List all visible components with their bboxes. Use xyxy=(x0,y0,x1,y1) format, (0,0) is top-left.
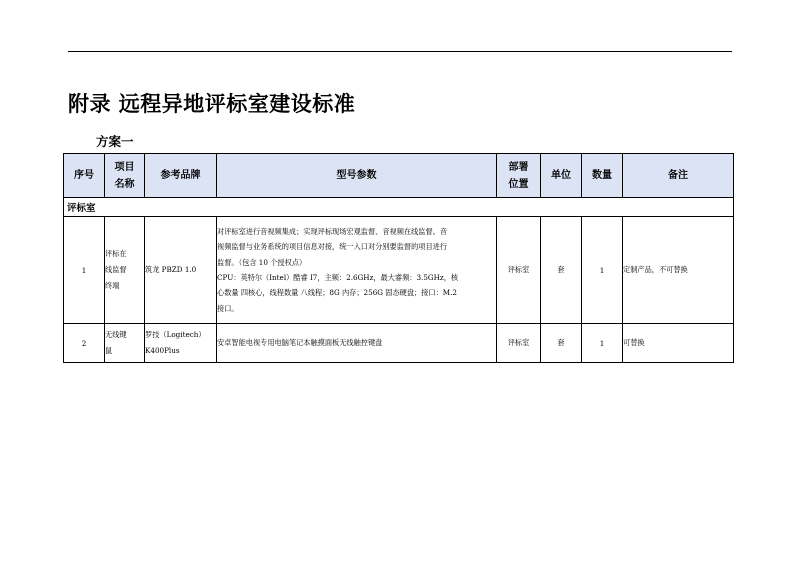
equipment-table xyxy=(63,153,734,363)
brand-line: K400Plus xyxy=(145,346,180,355)
row-item-name xyxy=(105,217,145,324)
row-seq: 1 xyxy=(64,217,105,324)
header-location-line2: 位置 xyxy=(508,178,529,190)
header-location xyxy=(497,154,541,198)
row-item-name xyxy=(105,324,145,363)
row-location: 评标室 xyxy=(497,217,541,324)
spec-line: 监督。（包含 10 个授权点） xyxy=(217,257,307,267)
row-remark: 定制产品，不可替换 xyxy=(623,217,734,324)
section-row xyxy=(64,198,734,217)
item-name-line: 鼠 xyxy=(105,346,113,355)
header-brand: 参考品牌 xyxy=(145,154,217,198)
table-row xyxy=(64,217,734,324)
header-item-line1: 项目 xyxy=(114,161,135,173)
row-spec xyxy=(217,217,497,324)
page-title: 附录 远程异地评标室建设标准 xyxy=(68,92,356,116)
row-qty: 1 xyxy=(582,324,623,363)
row-qty: 1 xyxy=(582,217,623,324)
table-row xyxy=(64,324,734,363)
header-qty: 数量 xyxy=(582,154,623,198)
header-location-line1: 部署 xyxy=(508,161,529,173)
row-spec: 安卓智能电视专用电脑笔记本触摸面板无线触控键盘 xyxy=(217,324,497,363)
section-label: 评标室 xyxy=(64,198,734,217)
row-unit: 套 xyxy=(541,217,582,324)
row-brand xyxy=(145,324,217,363)
header-model: 型号参数 xyxy=(217,154,497,198)
row-location: 评标室 xyxy=(497,324,541,363)
header-seq: 序号 xyxy=(64,154,105,198)
item-name-line: 无线键 xyxy=(105,330,127,339)
header-item-line2: 名称 xyxy=(114,178,135,190)
item-name-line: 评标在 xyxy=(105,249,127,258)
spec-line: 对评标室进行音视频集成；实现评标现场宏观监督、音视频在线监督。音 xyxy=(217,227,448,237)
header-item-name xyxy=(105,154,145,198)
spec-line: CPU：英特尔（Intel）酷睿 I7，主频：2.6GHz，最大睿频：3.5GHz，核 xyxy=(217,273,459,282)
spec-line: 视频监督与业务系统的项目信息对接，统一入口对分别要监督的项目进行 xyxy=(217,242,448,252)
brand-line: 罗技（Logitech） xyxy=(145,330,206,339)
header-unit: 单位 xyxy=(541,154,582,198)
row-unit: 套 xyxy=(541,324,582,363)
row-remark: 可替换 xyxy=(623,324,734,363)
header-remark: 备注 xyxy=(623,154,734,198)
item-name-line: 线监督 xyxy=(105,265,127,274)
table-header-row xyxy=(64,154,734,198)
spec-line: 接口。 xyxy=(217,303,239,313)
section-subtitle: 方案一 xyxy=(96,134,134,149)
row-seq: 2 xyxy=(64,324,105,363)
item-name-line: 终端 xyxy=(105,281,120,290)
row-brand: 筑龙 PBZD 1.0 xyxy=(145,217,217,324)
header-rule xyxy=(68,51,732,52)
spec-line: 心数量 四核心，线程数量 八线程；8G 内存；256G 固态硬盘；接口：M.2 xyxy=(217,288,458,298)
